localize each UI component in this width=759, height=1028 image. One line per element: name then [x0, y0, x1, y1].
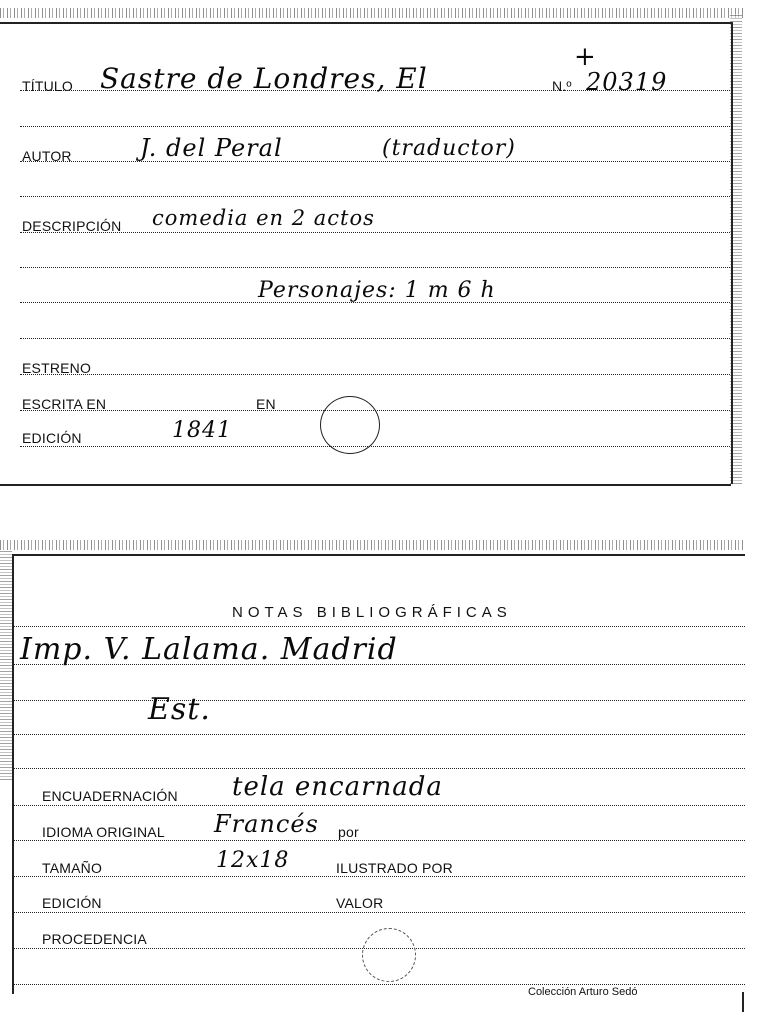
descripcion-value: comedia en 2 actos — [152, 206, 375, 230]
edicion-label: EDICIÓN — [22, 430, 82, 446]
ilustrado-label: ILUSTRADO POR — [336, 860, 453, 876]
tamano-label: TAMAÑO — [42, 860, 103, 876]
notas-heading: NOTAS BIBLIOGRÁFICAS — [232, 604, 512, 621]
autor-value: J. del Peral — [140, 134, 283, 162]
bottom-card — [0, 540, 745, 1028]
numero-value: 20319 — [586, 68, 668, 96]
encuadernacion-value: tela encarnada — [232, 772, 443, 802]
card-edge-texture — [0, 8, 745, 18]
descripcion-label: DESCRIPCIÓN — [22, 218, 122, 234]
edicion-value: 1841 — [172, 418, 232, 443]
titulo-label: TÍTULO — [22, 78, 73, 94]
tamano-value: 12x18 — [216, 848, 290, 873]
numero-cross: + — [574, 42, 597, 72]
en-label: EN — [256, 396, 276, 412]
escrita-label: ESCRITA EN — [22, 396, 107, 412]
procedencia-label: PROCEDENCIA — [42, 931, 147, 947]
estreno-label: ESTRENO — [22, 360, 92, 376]
circular-stamp — [320, 396, 380, 454]
idioma-value: Francés — [214, 810, 319, 838]
encuadernacion-label: ENCUADERNACIÓN — [42, 788, 178, 804]
card-edge-texture — [0, 550, 12, 780]
titulo-value: Sastre de Londres, El — [100, 62, 428, 95]
nota-est: Est. — [148, 692, 211, 727]
edicion-label: EDICIÓN — [42, 895, 102, 911]
card-edge-texture — [0, 540, 745, 550]
valor-label: VALOR — [336, 895, 384, 911]
nota-imprenta: Imp. V. Lalama. Madrid — [20, 632, 398, 667]
idioma-label: IDIOMA ORIGINAL — [42, 824, 165, 840]
top-card — [0, 0, 745, 492]
numero-label: N.º — [552, 78, 572, 94]
por-label: por — [338, 824, 359, 840]
personajes-value: Personajes: 1 m 6 h — [258, 278, 496, 303]
circular-stamp — [362, 928, 416, 982]
autor-note: (traductor) — [382, 136, 516, 161]
autor-label: AUTOR — [22, 148, 72, 164]
coleccion-footer: Colección Arturo Sedó — [528, 986, 638, 998]
